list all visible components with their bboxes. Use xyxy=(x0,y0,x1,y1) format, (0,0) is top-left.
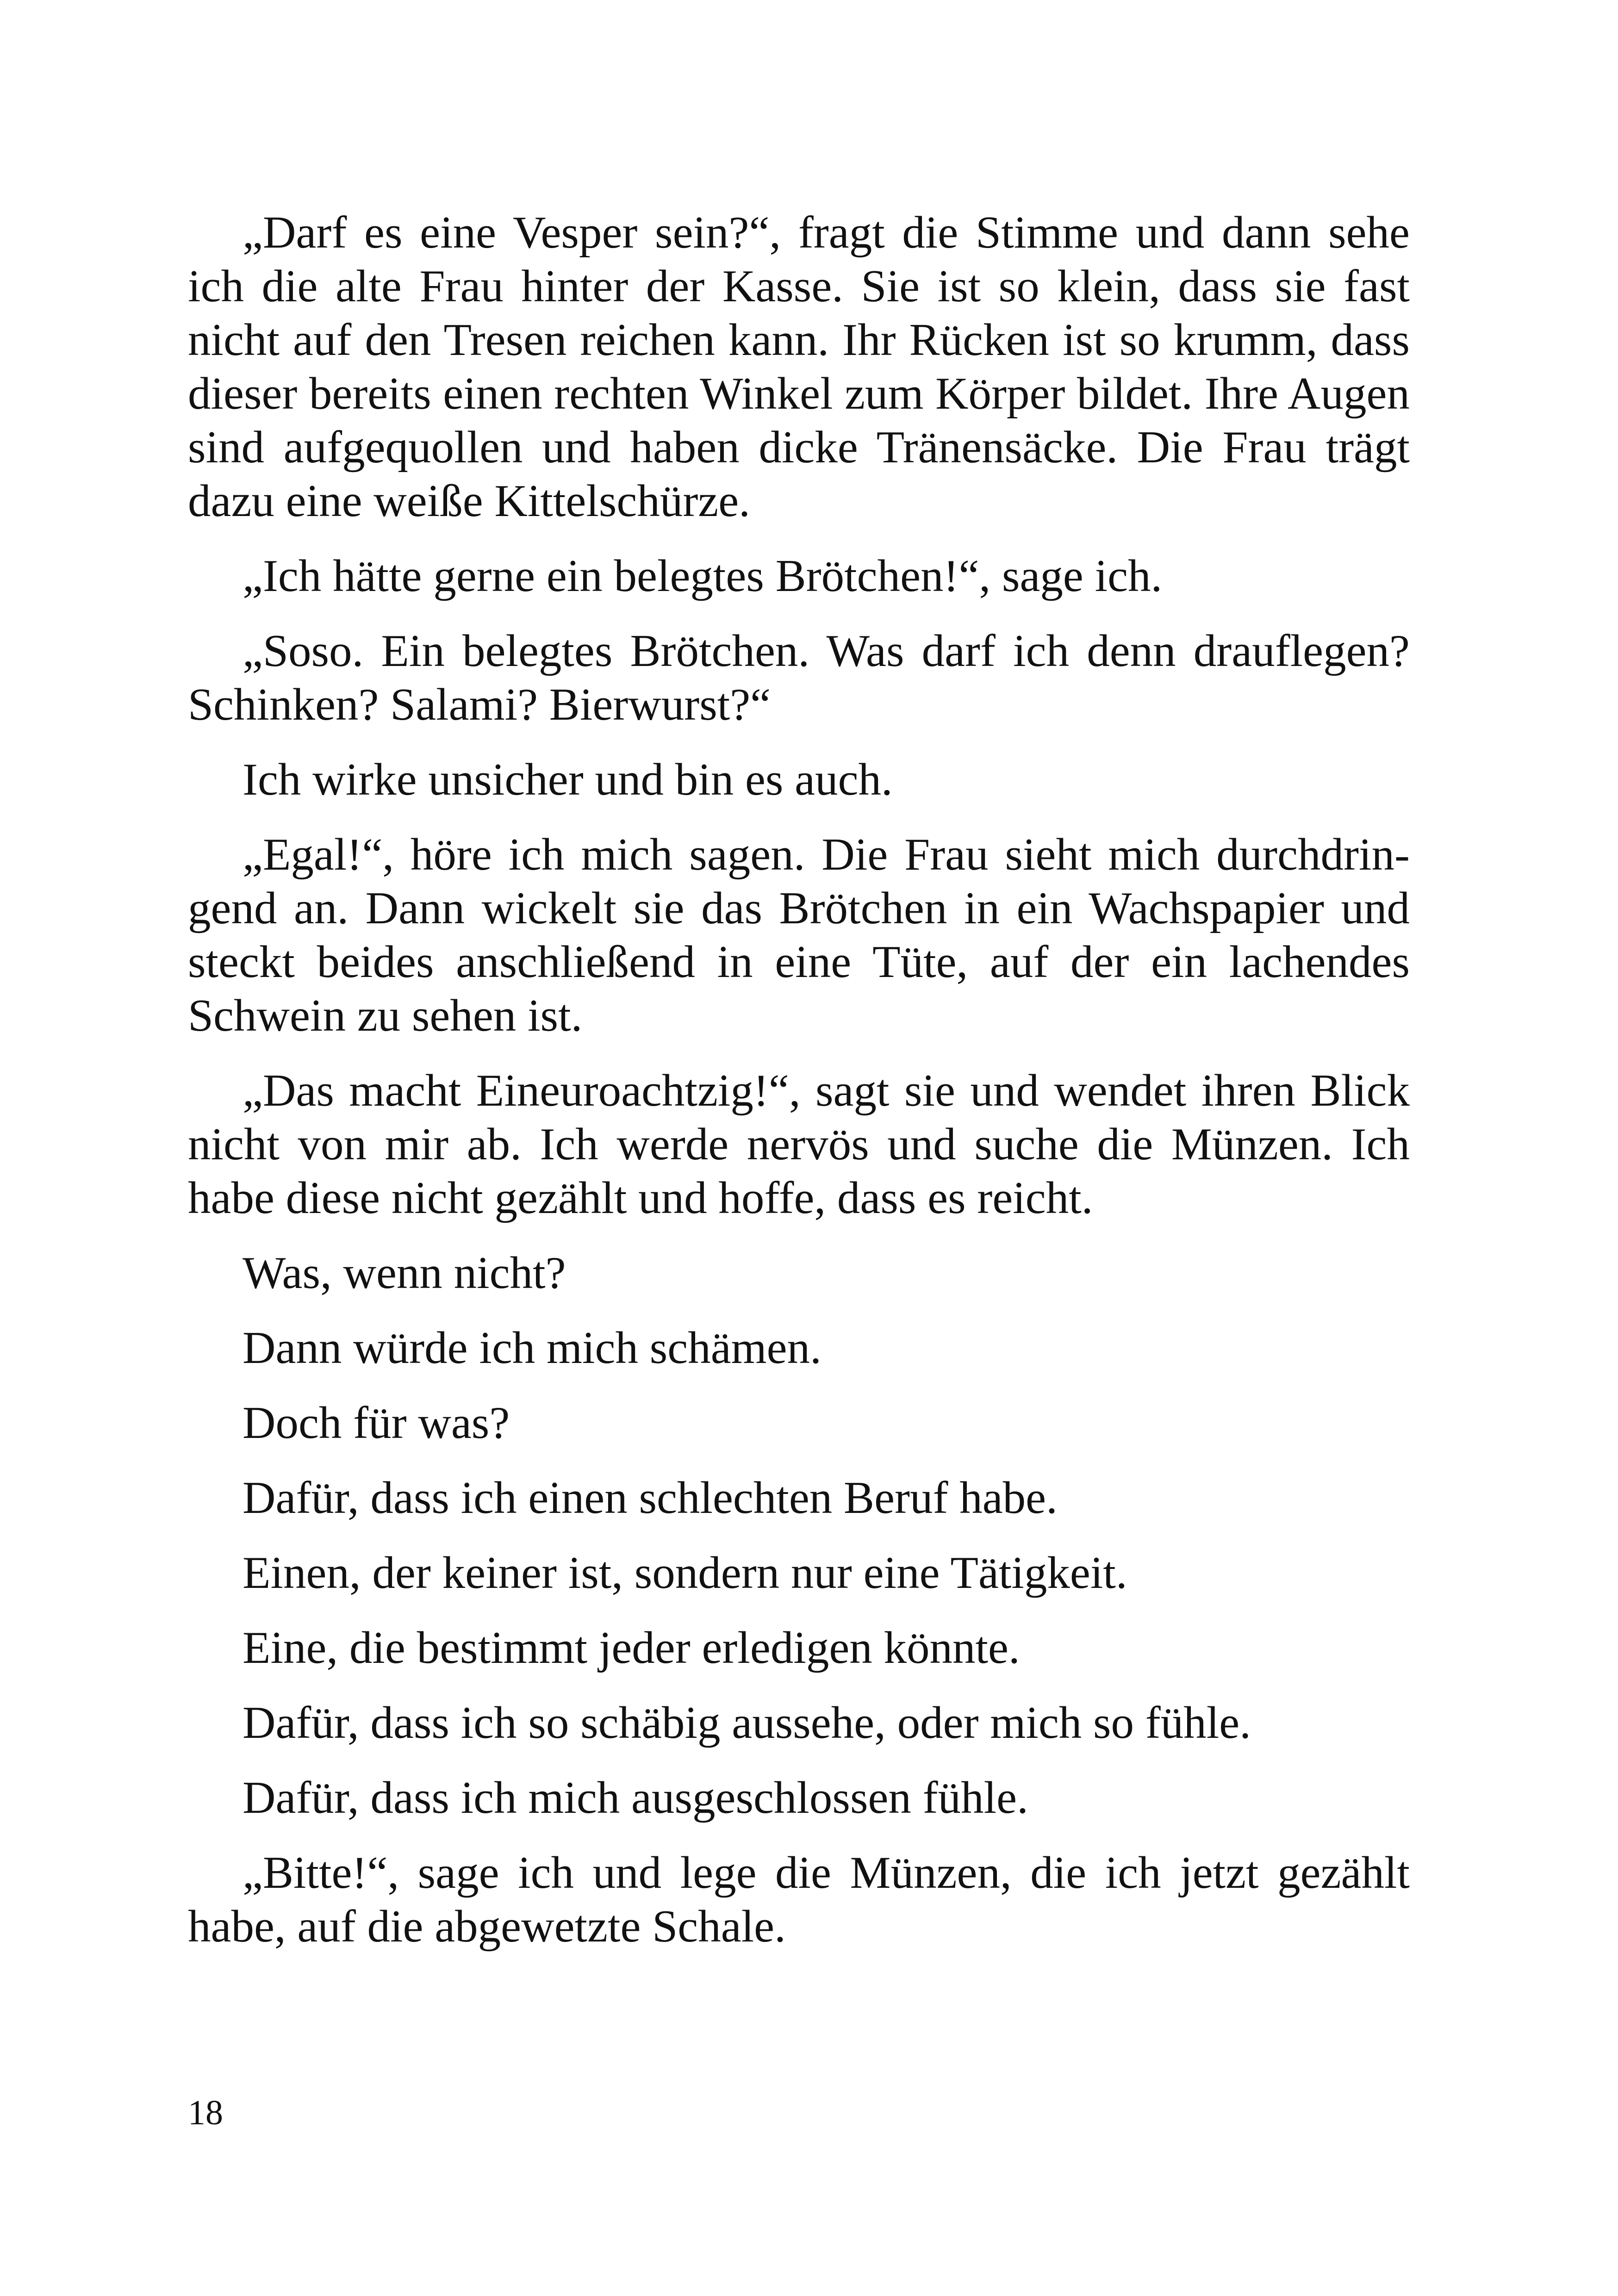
paragraph: „Ich hätte gerne ein belegtes Brötchen!“, sage ich. xyxy=(243,551,1163,601)
body-text xyxy=(188,206,1410,1975)
paragraph: „Egal!“, höre ich mich sagen. Die Frau sieht mich durchdrin-gend an. Dann wickelt sie das Brötchen in ein Wachspapier und steckt beides anschließend in eine Tüte, auf der ein lachendes Schwein zu sehen ist. xyxy=(188,829,1410,1041)
paragraph: Was, wenn nicht? xyxy=(243,1248,566,1298)
paragraph: Dafür, dass ich mich ausgeschlossen fühle. xyxy=(243,1773,1028,1823)
paragraph: „Soso. Ein belegtes Brötchen. Was darf ich denn drauflegen? Schinken? Salami? Bierwurst?“ xyxy=(188,626,1410,730)
paragraph: „Bitte!“, sage ich und lege die Münzen, die ich jetzt gezählt habe, auf die abgewetzte Schale. xyxy=(188,1848,1410,1952)
paragraph: Einen, der keiner ist, sondern nur eine Tätigkeit. xyxy=(243,1548,1127,1598)
paragraph: Doch für was? xyxy=(243,1398,510,1448)
paragraph: Dann würde ich mich schämen. xyxy=(243,1323,821,1373)
paragraph: Dafür, dass ich einen schlechten Beruf habe. xyxy=(243,1473,1058,1523)
paragraph: „Darf es eine Vesper sein?“, fragt die Stimme und dann sehe ich die alte Frau hinter der Kasse. Sie ist so klein, dass sie fast nicht auf den Tresen reichen kann. Ihr Rücken ist so krumm, dass dieser bereits einen rechten Winkel zum Körper bildet. Ihre Augen sind aufgequollen und haben dicke Tränensäcke. Die Frau trägt dazu eine weiße Kittelschürze. xyxy=(188,207,1410,526)
paragraph: Eine, die bestimmt jeder erledigen könnte. xyxy=(243,1623,1020,1673)
paragraph: Ich wirke unsicher und bin es auch. xyxy=(243,754,893,805)
paragraph: Dafür, dass ich so schäbig aussehe, oder mich so fühle. xyxy=(243,1698,1251,1748)
page-number: 18 xyxy=(188,2093,223,2132)
paragraph: „Das macht Eineuroachtzig!“, sagt sie und wendet ihren Blick nicht von mir ab. Ich werde nervös und suche die Münzen. Ich habe diese nicht gezählt und hoffe, dass es reicht. xyxy=(188,1065,1410,1223)
